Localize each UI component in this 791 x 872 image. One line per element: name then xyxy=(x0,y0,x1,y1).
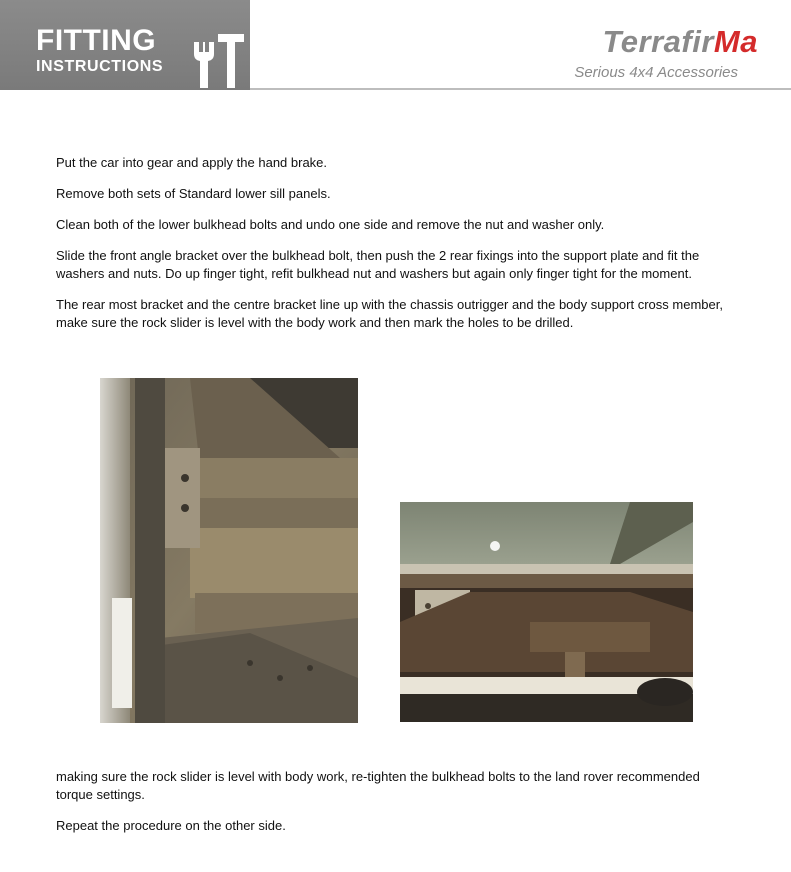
brand-logo xyxy=(603,24,758,60)
brand-main: Terrafir xyxy=(602,24,714,59)
instructions-top xyxy=(56,154,736,345)
instruction-step: making sure the rock slider is level with body work, re-tighten the bulkhead bolts to the land rover recommended torque settings. xyxy=(56,769,700,802)
instruction-step: Put the car into gear and apply the hand brake. xyxy=(56,155,328,170)
brand-accent: Ma xyxy=(713,24,758,59)
fitting-title: FITTING xyxy=(36,24,157,57)
header-band xyxy=(0,0,250,90)
instruction-step: Clean both of the lower bulkhead bolts and undo one side and remove the nut and washer only. xyxy=(56,217,605,232)
instruction-step: The rear most bracket and the centre bracket line up with the chassis outrigger and the body support cross member, make sure the rock slider is level with the body work and then mark the holes to be drilled. xyxy=(56,297,723,330)
header-divider xyxy=(250,88,791,90)
underbody-photo-bracket xyxy=(100,378,358,723)
underbody-photo-slider xyxy=(400,502,693,722)
instruction-step: Repeat the procedure on the other side. xyxy=(56,818,286,833)
instruction-step: Remove both sets of Standard lower sill panels. xyxy=(56,186,331,201)
instructions-bottom xyxy=(56,768,736,848)
brand-tagline: Serious 4x4 Accessories xyxy=(574,64,738,81)
instruction-step: Slide the front angle bracket over the bulkhead bolt, then push the 2 rear fixings into the support plate and fit the washers and nuts. Do up finger tight, refit bulkhead nut and washers but again only finger tight for the moment. xyxy=(56,248,700,281)
instructions-subtitle: INSTRUCTIONS xyxy=(36,58,164,75)
tools-icon xyxy=(190,28,248,88)
